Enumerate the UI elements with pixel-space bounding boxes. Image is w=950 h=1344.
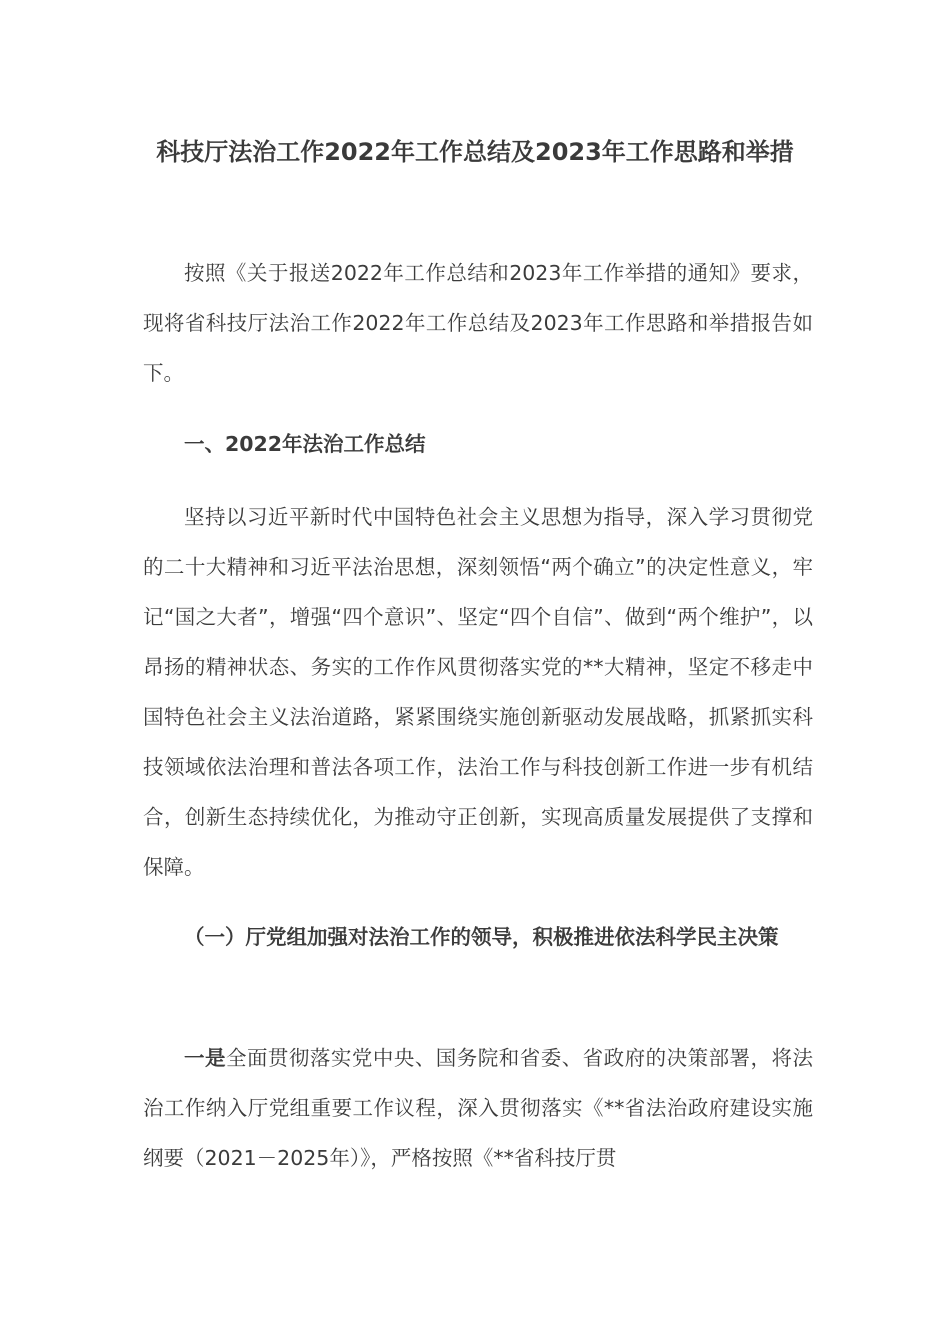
section-heading-1: 一、2022年法治工作总结: [184, 432, 426, 456]
point-lead-label: 一是: [184, 1046, 226, 1070]
summary-paragraph: 坚持以习近平新时代中国特色社会主义思想为指导，深入学习贯彻党的二十大精神和习近平法治思想，深刻领悟“两个确立”的决定性意义，牢记“国之大者”，增强“四个意识”、坚定“四个自信”、做到“两个维护”，以昂扬的精神状态、务实的工作作风贯彻落实党的**大精神，坚定不移走中国特色社会主义法治道路，紧紧围绕实施创新驱动发展战略，抓紧抓实科技领域依法治理和普法各项工作，法治工作与科技创新工作进一步有机结合，创新生态持续优化，为推动守正创新，实现高质量发展提供了支撑和保障。: [143, 505, 813, 879]
document-title: 科技厅法治工作2022年工作总结及2023年工作思路和举措: [156, 138, 794, 166]
subsection-heading-1: （一）厅党组加强对法治工作的领导，积极推进依法科学民主决策: [184, 925, 779, 949]
intro-paragraph: 按照《关于报送2022年工作总结和2023年工作举措的通知》要求，现将省科技厅法治工作2022年工作总结及2023年工作思路和举措报告如下。: [143, 261, 813, 385]
point-text: 全面贯彻落实党中央、国务院和省委、省政府的决策部署，将法治工作纳入厅党组重要工作议程，深入贯彻落实《**省法治政府建设实施纲要（2021－2025年）》，严格按照《**省科技厅贯: [143, 1046, 814, 1170]
point-paragraph-1: [143, 1033, 813, 1183]
